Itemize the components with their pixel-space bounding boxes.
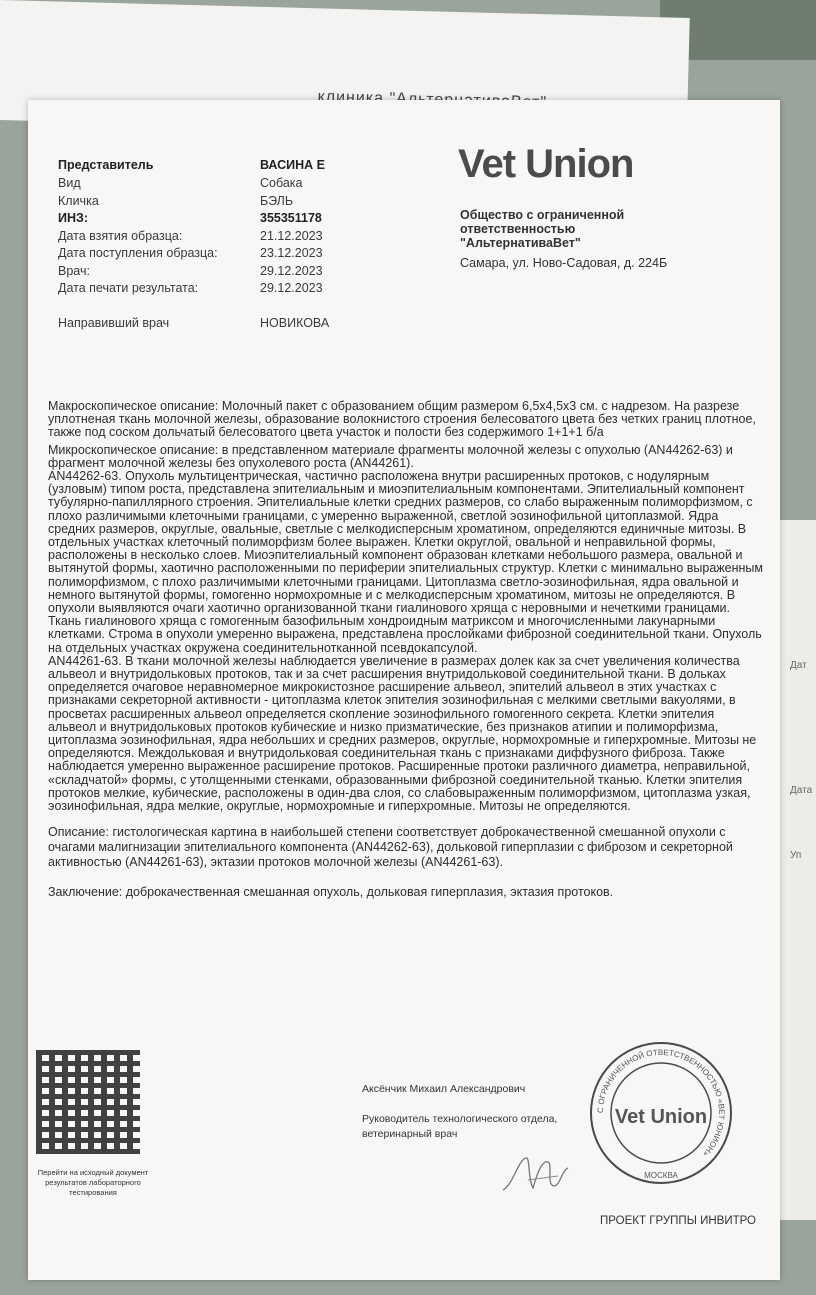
referring-doctor-label: Направивший врач — [58, 316, 170, 330]
stamp-center-text: Vet Union — [614, 1106, 708, 1128]
info-label: Представитель — [58, 158, 154, 172]
side-fragment: Дат — [790, 660, 807, 671]
lab-report-sheet — [28, 100, 780, 1280]
info-value: ВАСИНА Е — [260, 158, 325, 172]
company-stamp — [586, 1038, 736, 1188]
microscopic-description: Микроскопическое описание: в представленном материале фрагменты молочной железы с опухолью (AN44262-63) и фрагмент молочной железы без опухолевого роста (AN44261). — [48, 442, 733, 470]
tumor-description: AN44262-63. Опухоль мультицентрическая, частично расположена внутри расширенных протоков, с нодулярным (узловым) типом роста, представлена эпителиальным и миоэпителиальным компонентами. Эпителиальный компонент тубулярно-папиллярного строения. Эпителиальные клетки средних размеров, со слабо выраженным полиморфизмом, с плохо различимыми клеточными границами, с умеренно выраженной, светлой эозинофильной цитоплазмой. Ядра средних размеров, округлые, овальные, светлые с мелкодисперсным хроматином, определяются единичные митозы. В отдельных участках клеточный полиморфизм более выражен. Клетки округлой, овальной и неправильной формы, расположены в несколько слоев. Миоэпителиальный компонент образован клетками небольшого размера, овальной и вытянутой формы, хаотично расположенными по периферии эпителиальных структур. Клетки с минимально выраженным полиморфизмом, с плохо различимыми клеточными границами. Цитоплазма светло-эозинофильная, ядра овальной и немного вытянутой формы, гомогенно нормохромные и с мелкодисперсным хроматином, митозы не определяются. В опухоли выявляются очаги хаотично организованной ткани гиалинового хряща с неровными и нечеткими границами. Ткань гиалинового хряща с гомогенным базофильным хондроидным матриксом и многочисленными лакунарными клетками. Строма в опухоли умеренно выражена, представлена прослойками фиброзной соединительной ткани. Опухоль на отдельных участках окружена соединительнотканной псевдокапсулой. — [48, 469, 764, 655]
info-value: 21.12.2023 — [260, 229, 323, 243]
info-label: Дата взятия образца: — [58, 229, 183, 243]
footer-project-text: ПРОЕКТ ГРУППЫ ИНВИТРО — [600, 1215, 756, 1227]
report-body — [48, 400, 763, 900]
stamp-ring-text: С ОГРАНИЧЕННОЙ ОТВЕТСТВЕННОСТЬЮ «ВЕТ ЮНИОН» — [595, 1047, 727, 1159]
qr-code[interactable] — [36, 1050, 140, 1154]
info-value: 23.12.2023 — [260, 246, 323, 260]
summary-description: Описание: гистологическая картина в наибольшей степени соответствует доброкачественной смешанной опухоли с очагами малигнизации эпителиального компонента (AN44262-63), дольковой гиперплазии с фиброзом и секреторной активностью (AN44261-63), эктазии протоков молочной железы (AN44261-63). — [48, 825, 733, 870]
info-label: Дата поступления образца: — [58, 246, 218, 260]
stamp-city: МОСКВА — [644, 1171, 678, 1180]
qr-caption: Перейти на исходный документ результатов лабораторного тестирования — [37, 1168, 149, 1197]
organization-name: Общество с ограниченной ответственностью "АльтернативаВет" — [460, 208, 625, 250]
side-paper-sheet — [780, 520, 816, 1220]
signer-position: Руководитель технологического отдела, ветеринарный врач — [362, 1113, 558, 1140]
organization-address: Самара, ул. Ново-Садовая, д. 224Б — [460, 256, 668, 270]
info-label: Дата печати результата: — [58, 281, 199, 295]
handwritten-signature — [498, 1150, 578, 1200]
info-label: Врач: — [58, 264, 90, 278]
macroscopic-description: Макроскопическое описание: Молочный пакет с образованием общим размером 6,5х4,5х3 см. с надрезом. На разрезе уплотненая ткань молочной железы, образование волокнистого строения белесоватого цвета без четких границ плотное, также под соском дольчатый белесоватого цвета участок и полости без содержимого 1+1+1 б/а — [48, 399, 756, 440]
info-value: 355351178 — [260, 211, 322, 225]
info-value: БЭЛЬ — [260, 194, 294, 208]
info-label: Вид — [58, 176, 81, 190]
info-value: 29.12.2023 — [260, 281, 323, 295]
info-value: Собака — [260, 176, 303, 190]
vet-union-logo: Vet Union — [458, 142, 634, 186]
side-fragment: Уп — [790, 850, 802, 861]
side-fragment: Дата — [790, 785, 813, 796]
info-label: ИНЗ: — [58, 211, 89, 225]
referring-doctor-value: НОВИКОВА — [260, 316, 330, 330]
info-label: Кличка — [58, 194, 99, 208]
conclusion: Заключение: доброкачественная смешанная опухоль, дольковая гиперплазия, эктазия протоков. — [48, 885, 614, 900]
gland-description: AN44261-63. В ткани молочной железы наблюдается увеличение в размерах долек как за счет увеличения количества альвеол и внутридольковых протоков, так и за счет расширения внутридольковой соединительной ткани. В дольках определяется очаговое неравномерное микрокистозное расширение альвеол, эпителий альвеол в этих участках с признаками секреторной активности - цитоплазма клеток эпителия эозинофильная с мелкими светлыми вакуолями, в просветах расширенных альвеол определяется скопление эозинофильного гомогенного секрета. Клетки эпителия альвеол и внутридольковых протоков кубические и низко призматические, без признаков атипии и полиморфизма, цитоплазма эозинофильная, ядра небольших и средних размеров, округлые, нормохромные и гиперхромные. Митозы не определяются. Междольковая и внутридольковая соединительная ткань с признаками диффузного фиброза. Также наблюдается умеренно выраженное расширение протоков. Расширенные протоки различного диаметра, неправильной, «складчатой» формы, с утолщенными стенками, образованными фиброзной соединительной тканью. Клетки эпителия протоков мелкие, кубические, расположены в один-два слоя, со слабовыраженным полиморфизмом, цитоплазма узкая, эозинофильная, ядра мелкие, округлые, нормохромные и гиперхромные. Митозы не определяются. — [48, 653, 757, 814]
signer-name: Аксёнчик Михаил Александрович — [362, 1083, 526, 1095]
info-value: 29.12.2023 — [260, 264, 323, 278]
